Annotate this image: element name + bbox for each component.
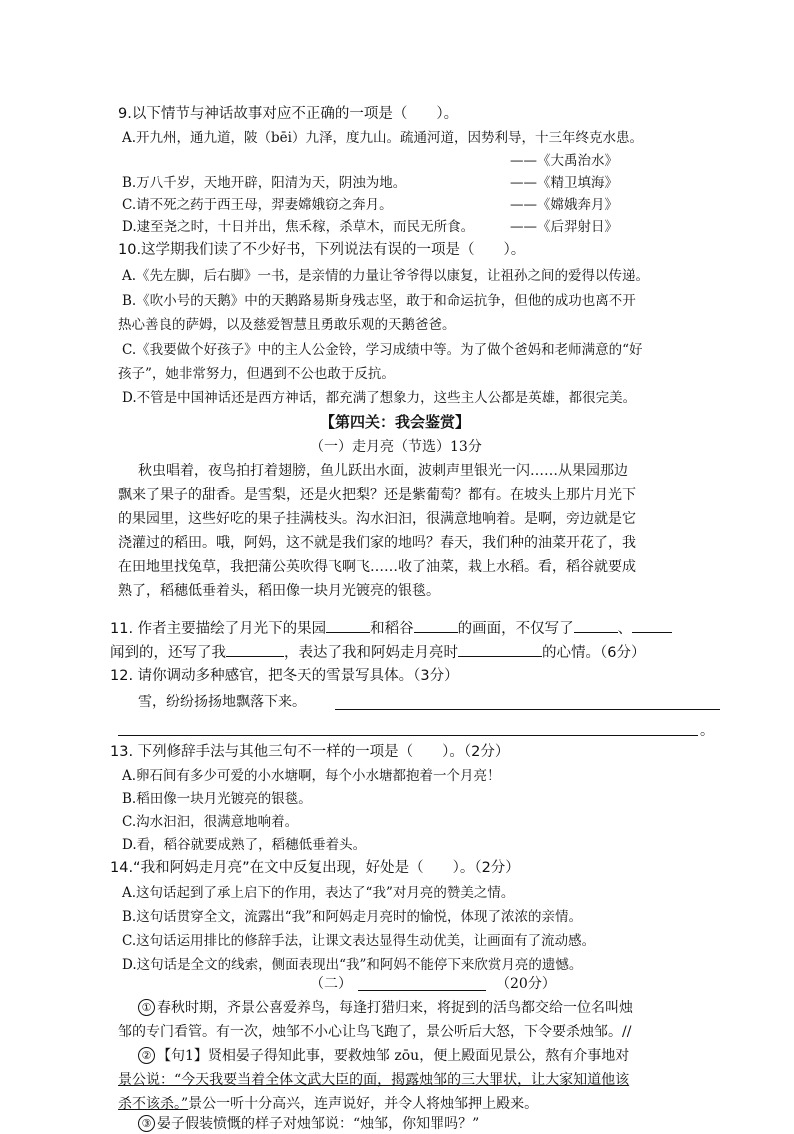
underlined-text: “今天我要当着全体文武大臣的面，揭露烛邹的三大罪状，让大家知道他该	[174, 1072, 630, 1088]
q11-line1	[110, 618, 672, 639]
q10-stem: 10.这学期我们读了不少好书，下列说法有误的一项是（ ）。	[118, 242, 526, 258]
passage2-title-right: （20分）	[496, 976, 556, 992]
q11-text: 、	[617, 621, 633, 637]
underlined-text: 杀不该杀。”	[118, 1096, 189, 1112]
passage2-para1-line1	[138, 998, 633, 1018]
q11-text: 11. 作者主要描绘了月光下的果园	[110, 621, 327, 637]
passage2-text: 景公一听十分高兴，连声说好，并令人将烛邹押上殿来。	[188, 1096, 539, 1112]
q10-option-d: D.不管是中国神话还是西方神话，都充满了想象力，这些主人公都是英雄，都很完美。	[122, 390, 637, 406]
q11-blank-mood[interactable]	[458, 642, 542, 657]
q11-blank-memory[interactable]	[226, 642, 284, 657]
passage1-line: 秋虫唱着，夜鸟拍打着翅膀，鱼儿跃出水面，波刺声里银光一闪……从果园那边	[138, 463, 628, 479]
q14-option-a: A.这句话起到了承上启下的作用，表达了“我”对月亮的赞美之情。	[122, 885, 515, 901]
q10-option-a: A.《先左脚，后右脚》一书，是亲情的力量让爷爷得以康复，让祖孙之间的爱得以传递。	[122, 268, 650, 284]
passage2-para1-line2: 邹的专门看管。有一次，烛邹不小心让鸟飞跑了，景公听后大怒，下令要杀烛邹。//	[118, 1024, 632, 1040]
q12-end-mark: 。	[700, 723, 714, 739]
q14-option-b: B.这句话贯穿全文，流露出“我”和阿妈走月亮时的愉悦，体现了浓浓的亲情。	[122, 909, 583, 925]
q9-stem: 9.以下情节与神话故事对应不正确的一项是（ ）。	[118, 106, 459, 122]
q14-stem: 14.“我和阿妈走月亮”在文中反复出现，好处是（ ）。（2分）	[110, 860, 520, 876]
paragraph-number: ①	[138, 999, 155, 1016]
q12-start-text: 雪，纷纷扬扬地飘落下来。	[138, 694, 306, 710]
q13-stem: 13. 下列修辞手法与其他三句不一样的一项是（ ）。（2分）	[110, 744, 510, 760]
q9-option-b: B.万八千岁，天地开辟，阳清为天，阴浊为地。	[122, 175, 407, 191]
underlined-text: 景公说：	[118, 1072, 174, 1088]
q12-stem: 12. 请你调动多种感官，把冬天的雪景写具体。（3分）	[110, 668, 459, 684]
q14-option-c: C.这句话运用排比的修辞手法，让课文表达显得生动优美，让画面有了流动感。	[122, 933, 596, 949]
passage1-line: 在田地里找兔草，我把蒲公英吹得飞啊飞……收了油菜，栽上水稻。看，稻谷就要成	[118, 559, 636, 575]
passage1-line: 浇灌过的稻田。哦，阿妈，这不就是我们家的地吗？春天，我们种的油菜开花了，我	[118, 535, 636, 551]
q11-blank-heard[interactable]	[632, 618, 672, 633]
q11-text: 的画面，不仅写了	[457, 621, 574, 637]
passage1-title: （一）走月亮（节选）13分	[310, 439, 482, 455]
passage2-title-left: （二）	[310, 976, 352, 992]
q12-answer-line-2[interactable]	[118, 735, 698, 736]
q9-option-c: C.请不死之药于西王母，羿妻嫦娥窃之奔月。	[122, 197, 393, 213]
passage2-para2-line3	[118, 1094, 538, 1114]
q14-option-d: D.这句话是全文的线索，侧面表现出“我”和阿妈不能停下来欣赏月亮的遗憾。	[122, 957, 583, 973]
q10-option-c-line2: 孩子”，她非常努力，但遇到不公也敢于反抗。	[118, 366, 395, 382]
passage2-title-blank[interactable]	[358, 990, 486, 991]
sentence-tag: 【句1】	[157, 1048, 208, 1064]
q10-option-c-line1: C.《我要做个好孩子》中的主人公金铃，学习成绩中等。为了做个爸妈和老师满意的“好	[122, 342, 643, 358]
section-title: 【第四关：我会鉴赏】	[320, 413, 471, 431]
q13-option-c: C.沟水汩汩，很满意地响着。	[122, 814, 299, 830]
paragraph-number: ③	[138, 1115, 155, 1132]
q11-blank-orchard[interactable]	[326, 618, 370, 633]
q9-option-b-source: ——《精卫填海》	[510, 175, 618, 191]
passage2-text: 春秋时期，齐景公喜爱养鸟，每逢打猎归来，将捉到的活鸟都交给一位名叫烛	[157, 1000, 633, 1016]
passage2-text: 晏子假装愤慨的样子对烛邹说：“烛邹，你知罪吗？”	[157, 1116, 480, 1132]
passage1-line: 飘来了果子的甜香。是雪梨，还是火把梨？还是紫葡萄？都有。在坡头上那片月光下	[118, 487, 636, 503]
q11-text: 和稻谷	[370, 621, 414, 637]
passage2-text: 贤相晏子得知此事，要救烛邹 zōu，便上殿面见景公，熬有介事地对	[207, 1048, 630, 1064]
q11-text: 的心情。（6分）	[542, 645, 646, 661]
q9-option-a: A.开九州，通九道，陂（bēi）九泽，度九山。疏通河道，因势利导，十三年终克水患。	[122, 130, 643, 146]
q12-answer-line-1[interactable]	[335, 709, 720, 710]
q13-option-a: A.卵石间有多少可爱的小水塘啊，每个小水塘都抱着一个月亮！	[122, 768, 501, 784]
q13-option-d: D.看，稻谷就要成熟了，稻穗低垂着头。	[122, 837, 367, 853]
q11-line2	[110, 642, 645, 663]
q11-blank-seen[interactable]	[574, 618, 618, 633]
q13-option-b: B.稻田像一块月光镀亮的银毯。	[122, 791, 312, 807]
q10-option-b-line2: 热心善良的萨姆，以及慈爱智慧且勇敢乐观的天鹅爸爸。	[118, 317, 456, 333]
q9-option-d-source: ——《后羿射日》	[510, 219, 618, 235]
passage2-para3-line1	[138, 1114, 479, 1134]
q11-blank-paddy[interactable]	[414, 618, 458, 633]
q9-option-a-source: ——《大禹治水》	[510, 153, 618, 169]
passage2-para2-line1	[138, 1046, 629, 1066]
passage1-line: 的果园里，这些好吃的果子挂满枝头。沟水汩汩，很满意地响着。是啊，旁边就是它	[118, 511, 636, 527]
q11-text: ，表达了我和阿妈走月亮时	[284, 645, 458, 661]
q11-text: 闻到的，还写了我	[110, 645, 226, 661]
q10-option-b-line1: B.《吹小号的天鹅》中的天鹅路易斯身残志坚，敢于和命运抗争，但他的成功也离不开	[122, 293, 636, 309]
passage1-line: 熟了，稻穗低垂着头，稻田像一块月光镀亮的银毯。	[118, 583, 440, 599]
q9-option-d: D.逮至尧之时，十日并出，焦禾稼，杀草木，而民无所食。	[122, 219, 475, 235]
paragraph-number: ②	[138, 1047, 155, 1064]
q9-option-c-source: ——《嫦娥奔月》	[510, 197, 618, 213]
passage2-para2-line2	[118, 1070, 629, 1090]
